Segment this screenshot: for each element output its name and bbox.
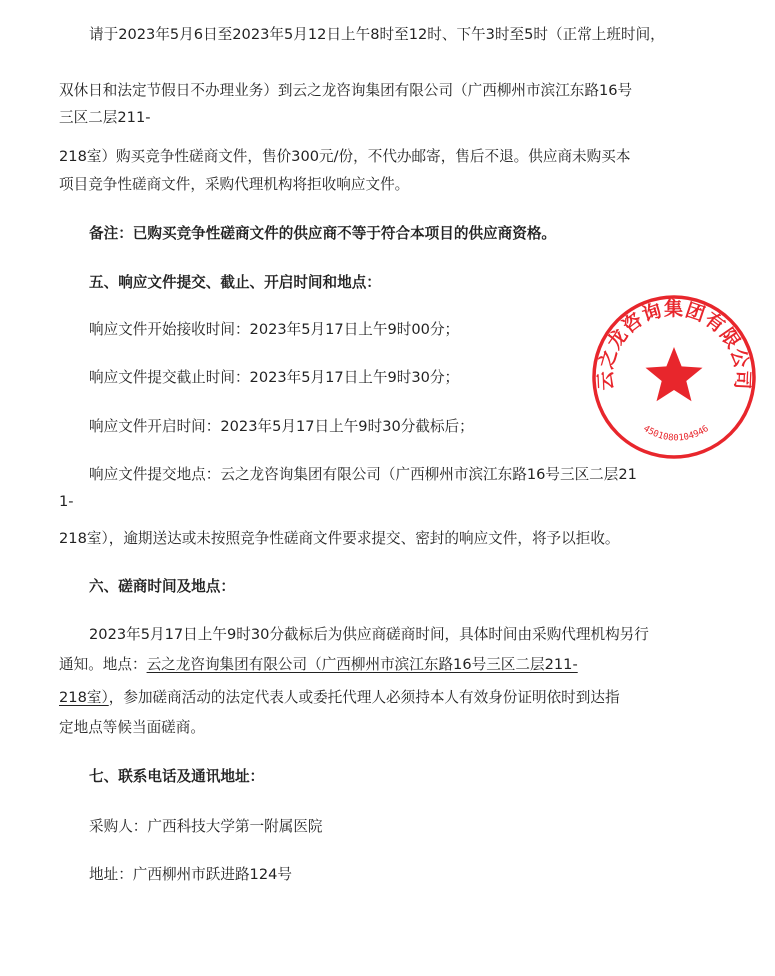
para1-line3: 三区二层211-	[59, 109, 151, 126]
submit-location-line2: 1-	[59, 493, 74, 510]
section5-heading: 五、响应文件提交、截止、开启时间和地点：	[89, 274, 381, 291]
submit-deadline: 响应文件提交截止时间：2023年5月17日上午9时30分；	[89, 369, 460, 386]
company-seal	[590, 293, 758, 461]
location-label: 通知。地点：	[59, 656, 147, 673]
purchaser: 采购人：广西科技大学第一附属医院	[89, 818, 323, 835]
section6-line2	[59, 655, 578, 675]
section6-line3-text: ，参加磋商活动的法定代表人或委托代理人必须持本人有效身份证明依时到达指	[108, 689, 620, 706]
section6-line4: 定地点等候当面磋商。	[59, 719, 205, 736]
receive-start-time: 响应文件开始接收时间：2023年5月17日上午9时00分；	[89, 321, 460, 338]
para1-line2: 双休日和法定节假日不办理业务）到云之龙咨询集团有限公司（广西柳州市滨江东路16号	[59, 82, 633, 99]
section6-line1: 2023年5月17日上午9时30分截标后为供应商磋商时间，具体时间由采购代理机构另行	[89, 626, 649, 643]
open-time: 响应文件开启时间：2023年5月17日上午9时30分截标后；	[89, 418, 474, 435]
note-text: 备注：已购买竞争性磋商文件的供应商不等于符合本项目的供应商资格。	[89, 225, 557, 242]
para1-line4: 218室）购买竞争性磋商文件，售价300元/份，不代办邮寄，售后不退。供应商未购买本	[59, 148, 631, 165]
para1-line5: 项目竞争性磋商文件，采购代理机构将拒收响应文件。	[59, 176, 410, 193]
section7-heading: 七、联系电话及通讯地址：	[89, 768, 265, 785]
para1-line1: 请于2023年5月6日至2023年5月12日上午8时至12时、下午3时至5时（正常上班时间，	[89, 26, 665, 43]
submit-location-line1: 响应文件提交地点：云之龙咨询集团有限公司（广西柳州市滨江东路16号三区二层21	[89, 466, 637, 483]
svg-text:4501080104946: 4501080104946	[641, 423, 711, 444]
section6-line3	[59, 688, 620, 708]
submit-location-line3: 218室），逾期送达或未按照竞争性磋商文件要求提交、密封的响应文件，将予以拒收。	[59, 530, 620, 547]
location-link-cont[interactable]: 218室）	[59, 689, 109, 706]
section6-heading: 六、磋商时间及地点：	[89, 578, 235, 595]
location-link[interactable]: 云之龙咨询集团有限公司（广西柳州市滨江东路16号三区二层211-	[146, 656, 578, 673]
svg-text:云之龙咨询集团有限公司: 云之龙咨询集团有限公司	[594, 298, 754, 391]
address: 地址：广西柳州市跃进路124号	[89, 866, 292, 883]
